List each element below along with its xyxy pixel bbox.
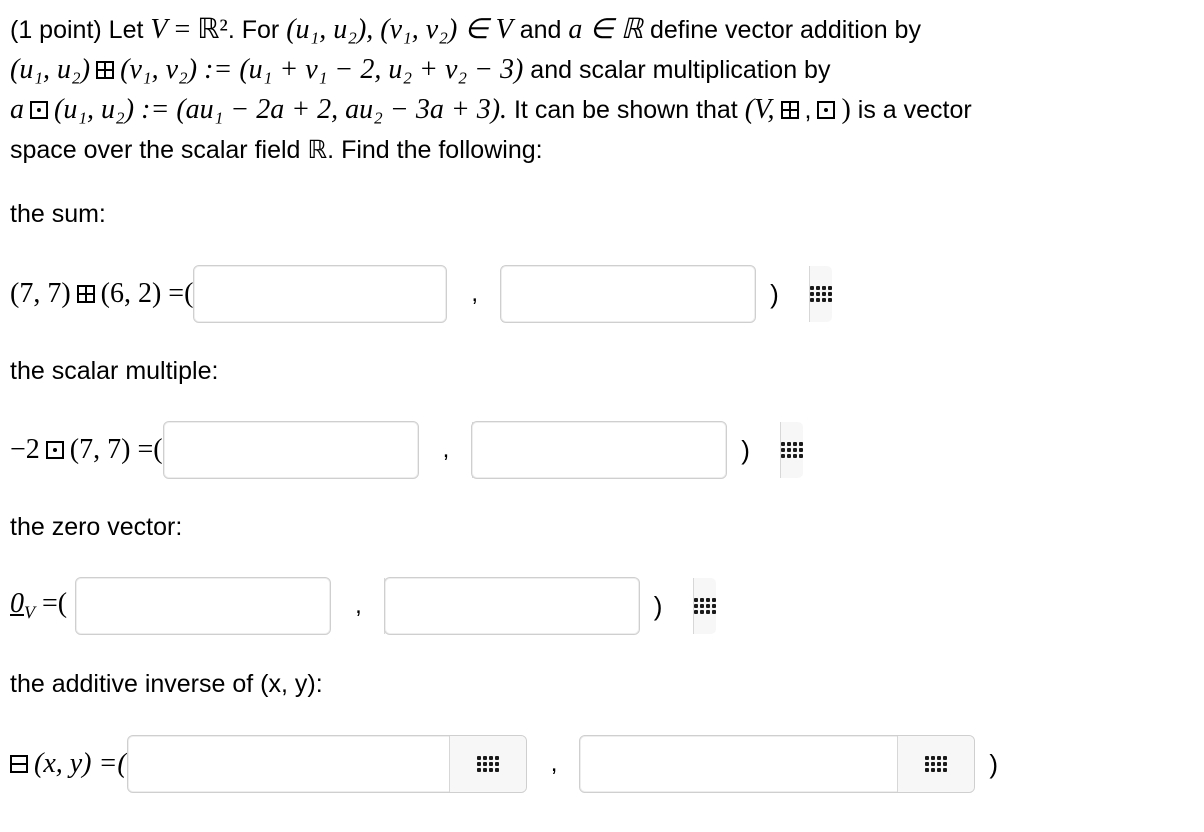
problem-statement [10,10,1200,170]
scalar-first-field[interactable] [163,421,419,479]
sum-second-input[interactable] [501,266,809,322]
keyboard-icon[interactable] [897,736,974,792]
boxplus-icon [96,61,114,79]
zero-first-field[interactable] [75,577,331,635]
zero-label: the zero vector: [10,513,183,541]
sum-first-field[interactable] [193,265,447,323]
inverse-row: (x, y) =( , ) [10,734,998,794]
inverse-first-field[interactable] [127,735,527,793]
keyboard-icon[interactable] [693,578,716,634]
boxdot-icon [817,101,835,119]
points-label: (1 point) [10,16,102,44]
problem-line-1: (1 point) Let V = ℝ². For (u₁, u₂), (v₁, v₂) ∈ V and a ∈ ℝ define vector addition by [10,14,921,45]
boxdot-icon [30,101,48,119]
problem-line-4: space over the scalar field ℝ. Find the following: [10,136,543,164]
boxplus-icon [77,285,95,303]
boxplus-icon [781,101,799,119]
sum-label: the sum: [10,200,106,228]
inverse-label: the additive inverse of (x, y): [10,670,323,698]
boxminus-icon [10,755,28,773]
keyboard-icon[interactable] [449,736,526,792]
scalar-first-input[interactable] [164,422,472,478]
scalar-row: −2 (7, 7) =( , ) [10,420,750,480]
inverse-second-field[interactable] [579,735,975,793]
scalar-second-input[interactable] [472,422,780,478]
keyboard-icon[interactable] [780,422,803,478]
problem-line-2: (u₁, u₂) (v₁, v₂) := (u₁ + v₁ − 2, u₂ + v₂ − 3) and scalar multiplication by [10,54,831,85]
sum-first-input[interactable] [194,266,502,322]
zero-second-input[interactable] [385,578,693,634]
sum-second-field[interactable] [500,265,756,323]
boxdot-icon [46,441,64,459]
inverse-second-input[interactable] [580,736,897,792]
scalar-label: the scalar multiple: [10,357,219,385]
scalar-second-field[interactable] [471,421,727,479]
problem-line-3: a (u₁, u₂) := (au₁ − 2a + 2, au₂ − 3a + 3). It can be shown that (V, , ) is a vector [10,94,972,125]
zero-first-input[interactable] [76,578,384,634]
sum-row: (7, 7) (6, 2) =( , ) [10,264,779,324]
zero-second-field[interactable] [384,577,640,635]
zero-row: $0_V$ =( , ) [10,576,662,636]
keyboard-icon[interactable] [809,266,832,322]
inverse-first-input[interactable] [128,736,449,792]
